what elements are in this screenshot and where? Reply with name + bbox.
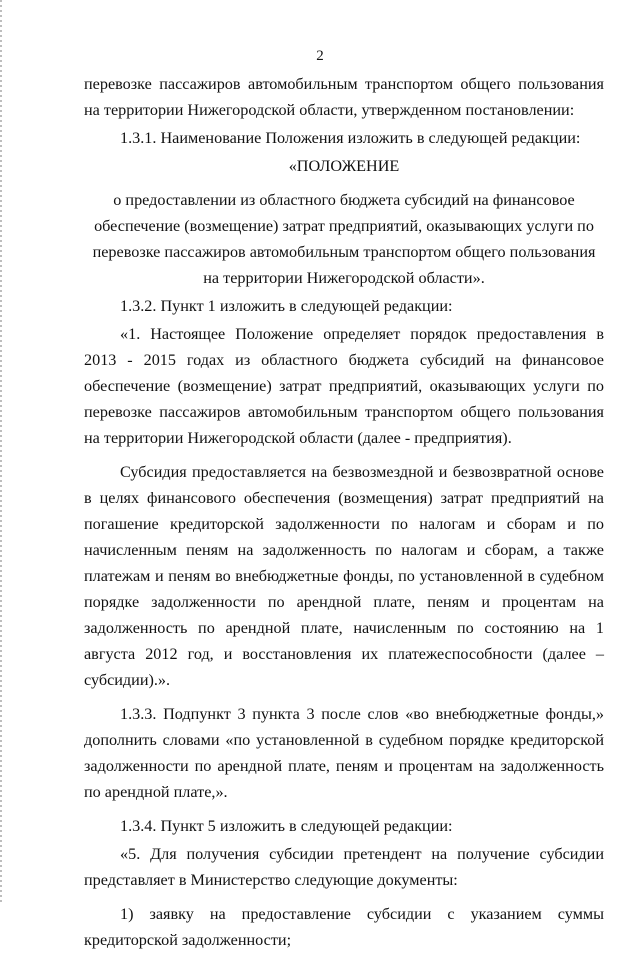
paragraph-item-5: «5. Для получения субсидии претендент на получение субсидии представляет в Министерство следующие документы: [84, 845, 604, 889]
scan-edge-line [0, 0, 2, 905]
paragraph-1-3-4: 1.3.4. Пункт 5 изложить в следующей редакции: [120, 817, 453, 835]
paragraph-1-3-1: 1.3.1. Наименование Положения изложить в следующей редакции: [120, 129, 581, 147]
paragraph-list-item-1: 1) заявку на предоставление субсидии с указанием суммы кредиторской задолженности; [84, 905, 604, 949]
paragraph-intro: перевозке пассажиров автомобильным транспортом общего пользования на территории Нижегородской области, утвержденном постановлении: [84, 75, 604, 119]
regulation-title: «ПОЛОЖЕНИЕ [288, 157, 400, 175]
paragraph-subsidy: Субсидия предоставляется на безвозмездной и безвозвратной основе в целях финансового обеспечения (возмещения) затрат предприятий на погашение кредиторской задолженности по налогам и сборам и по начисленным пеням на задолженность по налогам и сборам, а также платежам и пеням во внебюджетные фонды, по установленной в судебном порядке задолженности по арендной плате, пеням и процентам на задолженность по арендной плате, начисленным по состоянию на 1 августа 2012 год, и восстановления их платежеспособности (далее – субсидии).». [84, 463, 604, 689]
regulation-subtitle: о предоставлении из областного бюджета субсидий на финансовое обеспечение (возмещение) затрат предприятий, оказывающих услуги по перевозке пассажиров автомобильным транспортом общего пользования на территории Нижегородской области». [92, 191, 596, 287]
page-number: 2 [316, 48, 324, 64]
document-body [84, 71, 604, 953]
paragraph-1-3-3: 1.3.3. Подпункт 3 пункта 3 после слов «во внебюджетные фонды,» дополнить словами «по установленной в судебном порядке кредиторской задолженности по арендной плате, пеням и процентам на задолженность по арендной плате,». [84, 705, 604, 801]
paragraph-1-3-2: 1.3.2. Пункт 1 изложить в следующей редакции: [120, 297, 453, 315]
paragraph-item-1: «1. Настоящее Положение определяет порядок предоставления в 2013 - 2015 годах из областного бюджета субсидий на финансовое обеспечение (возмещение) затрат предприятий, оказывающих услуги по перевозке пассажиров автомобильным транспортом общего пользования на территории Нижегородской области (далее - предприятия). [84, 325, 604, 447]
